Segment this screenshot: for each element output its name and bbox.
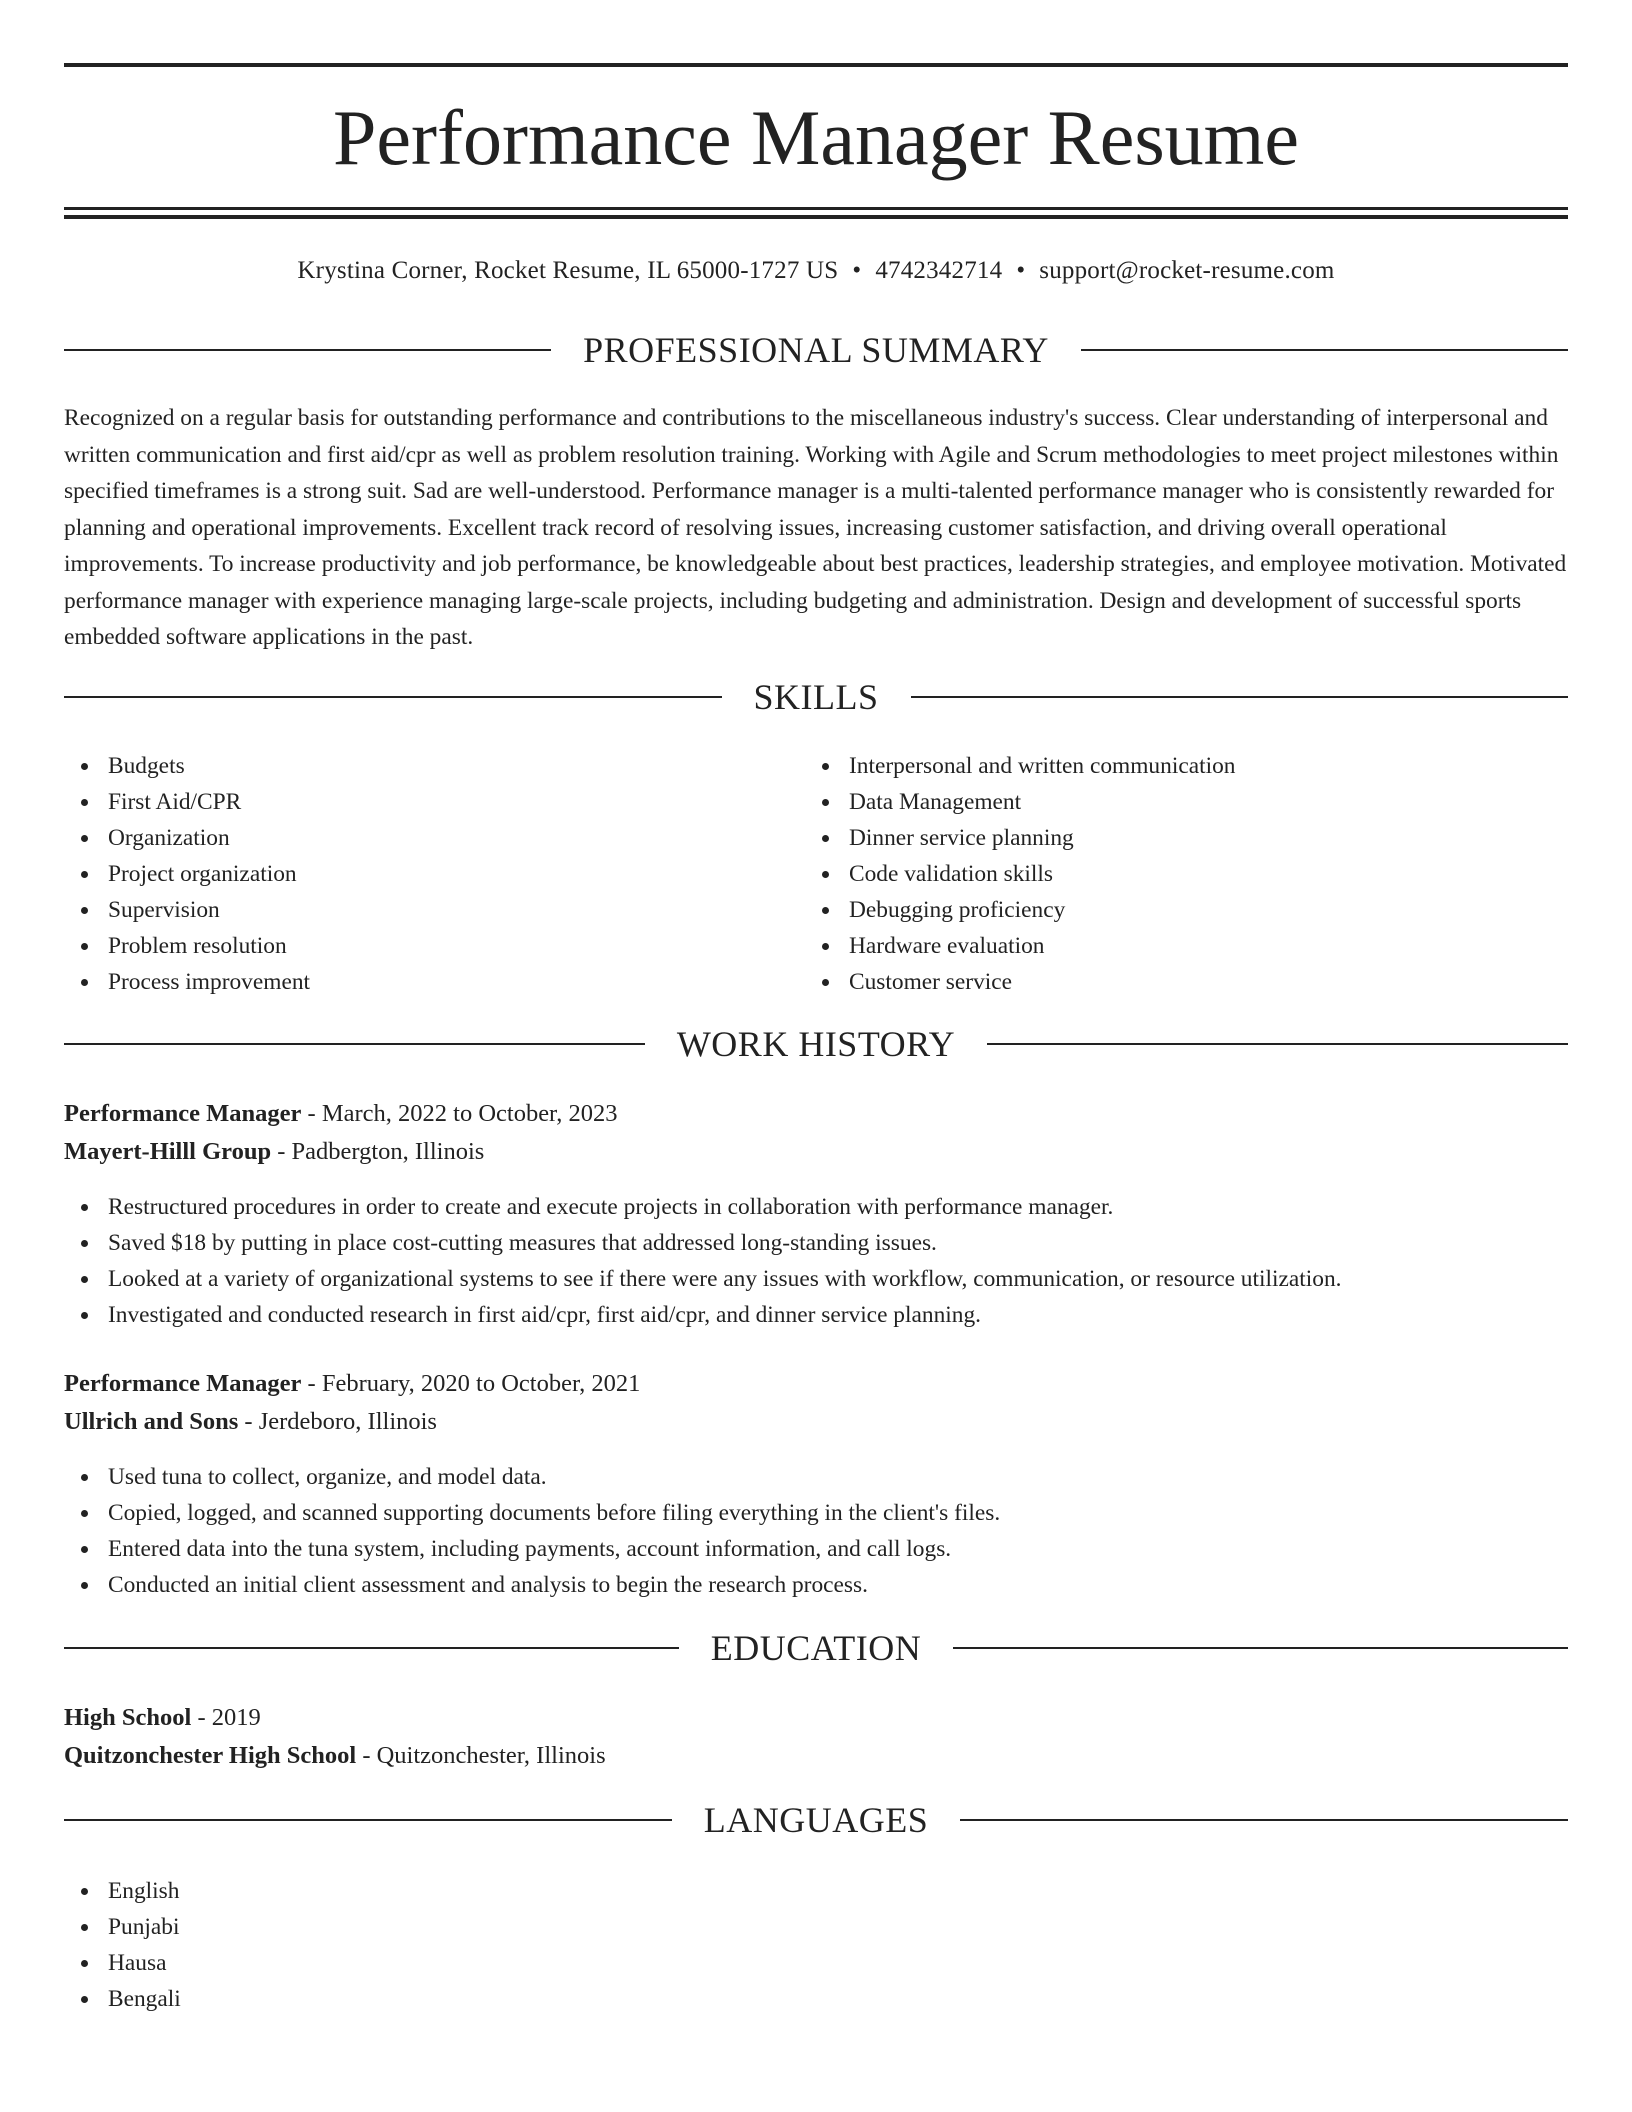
contact-line — [64, 254, 1568, 288]
skill-item: Interpersonal and written communication — [805, 748, 1235, 784]
section-rule — [960, 1819, 1568, 1821]
contact-email: support@rocket-resume.com — [1039, 257, 1335, 284]
section-rule — [1081, 349, 1568, 351]
job-title: Performance Manager — [64, 1370, 302, 1397]
education-location: - Quitzonchester, Illinois — [356, 1742, 606, 1769]
section-rule — [64, 1819, 672, 1821]
job-location: - Jerdeboro, Illinois — [238, 1408, 437, 1435]
skill-item: Dinner service planning — [805, 820, 1235, 856]
education-degree: High School — [64, 1704, 192, 1731]
section-header-summary — [64, 328, 1568, 372]
title-rule-upper — [64, 207, 1568, 210]
section-title: EDUCATION — [710, 1628, 922, 1668]
skill-item: Customer service — [805, 964, 1235, 1000]
section-header-skills — [64, 675, 1568, 719]
education-degree-line — [64, 1700, 261, 1736]
language-item: Hausa — [64, 1945, 181, 1981]
job-company-line — [64, 1404, 437, 1440]
section-rule — [64, 696, 722, 698]
language-item: English — [64, 1873, 181, 1909]
job-location: - Padbergton, Illinois — [271, 1138, 485, 1165]
section-rule — [64, 1647, 679, 1649]
job-dates: - March, 2022 to October, 2023 — [301, 1100, 618, 1127]
section-header-languages — [64, 1798, 1568, 1842]
contact-phone: 4742342714 — [875, 257, 1003, 284]
section-title: LANGUAGES — [703, 1800, 929, 1840]
section-rule — [911, 696, 1569, 698]
job-bullet: Conducted an initial client assessment and analysis to begin the research process. — [64, 1567, 1000, 1603]
section-rule — [64, 349, 551, 351]
skill-item: Process improvement — [64, 964, 310, 1000]
job-bullet: Restructured procedures in order to create and execute projects in collaboration with performance manager. — [64, 1189, 1342, 1225]
job-bullets — [64, 1459, 1000, 1603]
skill-item: First Aid/CPR — [64, 784, 310, 820]
job-bullet: Entered data into the tuna system, including payments, account information, and call logs. — [64, 1531, 1000, 1567]
skill-item: Problem resolution — [64, 928, 310, 964]
job-company-line — [64, 1134, 484, 1170]
job-bullet: Saved $18 by putting in place cost-cutting measures that addressed long-standing issues. — [64, 1225, 1342, 1261]
languages-list — [64, 1873, 181, 2017]
job-bullet: Used tuna to collect, organize, and model data. — [64, 1459, 1000, 1495]
skill-item: Organization — [64, 820, 310, 856]
section-rule — [953, 1647, 1568, 1649]
section-title: WORK HISTORY — [676, 1024, 956, 1064]
job-title-line — [64, 1366, 640, 1402]
skill-item: Code validation skills — [805, 856, 1235, 892]
contact-separator: • — [852, 257, 862, 284]
section-rule — [64, 1043, 645, 1045]
skill-item: Budgets — [64, 748, 310, 784]
contact-address: Krystina Corner, Rocket Resume, IL 65000-1727 US — [297, 257, 839, 284]
education-year: - 2019 — [191, 1704, 261, 1731]
job-bullets — [64, 1189, 1342, 1333]
job-title: Performance Manager — [64, 1100, 302, 1127]
job-bullet: Investigated and conducted research in first aid/cpr, first aid/cpr, and dinner service planning. — [64, 1297, 1342, 1333]
skill-item: Debugging proficiency — [805, 892, 1235, 928]
job-bullet: Copied, logged, and scanned supporting documents before filing everything in the client's files. — [64, 1495, 1000, 1531]
skill-item: Project organization — [64, 856, 310, 892]
education-school: Quitzonchester High School — [64, 1742, 357, 1769]
title-rule-lower — [64, 215, 1568, 219]
skill-item: Data Management — [805, 784, 1235, 820]
job-title-line — [64, 1096, 618, 1132]
section-title: PROFESSIONAL SUMMARY — [583, 330, 1049, 370]
job-bullet: Looked at a variety of organizational systems to see if there were any issues with workflow, communication, or resource utilization. — [64, 1261, 1342, 1297]
summary-paragraph: Recognized on a regular basis for outstanding performance and contributions to the miscellaneous industry's success. Clear understanding of interpersonal and written communication and first aid/cpr as well as problem resolution training. Working with Agile and Scrum methodologies to meet project milestones within specified timeframes is a strong suit. Sad are well-understood. Performance manager is a multi-talented performance manager who is consistently rewarded for planning and operational improvements. Excellent track record of resolving issues, increasing customer satisfaction, and driving overall operational improvements. To increase productivity and job performance, be knowledgeable about best practices, leadership strategies, and employee motivation. Motivated performance manager with experience managing large-scale projects, including budgeting and administration. Design and development of successful sports embedded software applications in the past. — [64, 405, 1567, 650]
job-company: Ullrich and Sons — [64, 1408, 239, 1435]
skills-list-left — [64, 748, 310, 1000]
page-title: Performance Manager Resume — [333, 94, 1299, 181]
section-title: SKILLS — [753, 677, 879, 717]
language-item: Bengali — [64, 1981, 181, 2017]
language-item: Punjabi — [64, 1909, 181, 1945]
top-rule — [64, 63, 1568, 67]
skills-list-right — [805, 748, 1235, 1000]
section-header-education — [64, 1626, 1568, 1670]
contact-separator: • — [1016, 257, 1026, 284]
skill-item: Supervision — [64, 892, 310, 928]
education-school-line — [64, 1738, 606, 1774]
section-rule — [987, 1043, 1568, 1045]
skill-item: Hardware evaluation — [805, 928, 1235, 964]
job-dates: - February, 2020 to October, 2021 — [301, 1370, 641, 1397]
section-header-work — [64, 1022, 1568, 1066]
job-company: Mayert-Hilll Group — [64, 1138, 272, 1165]
